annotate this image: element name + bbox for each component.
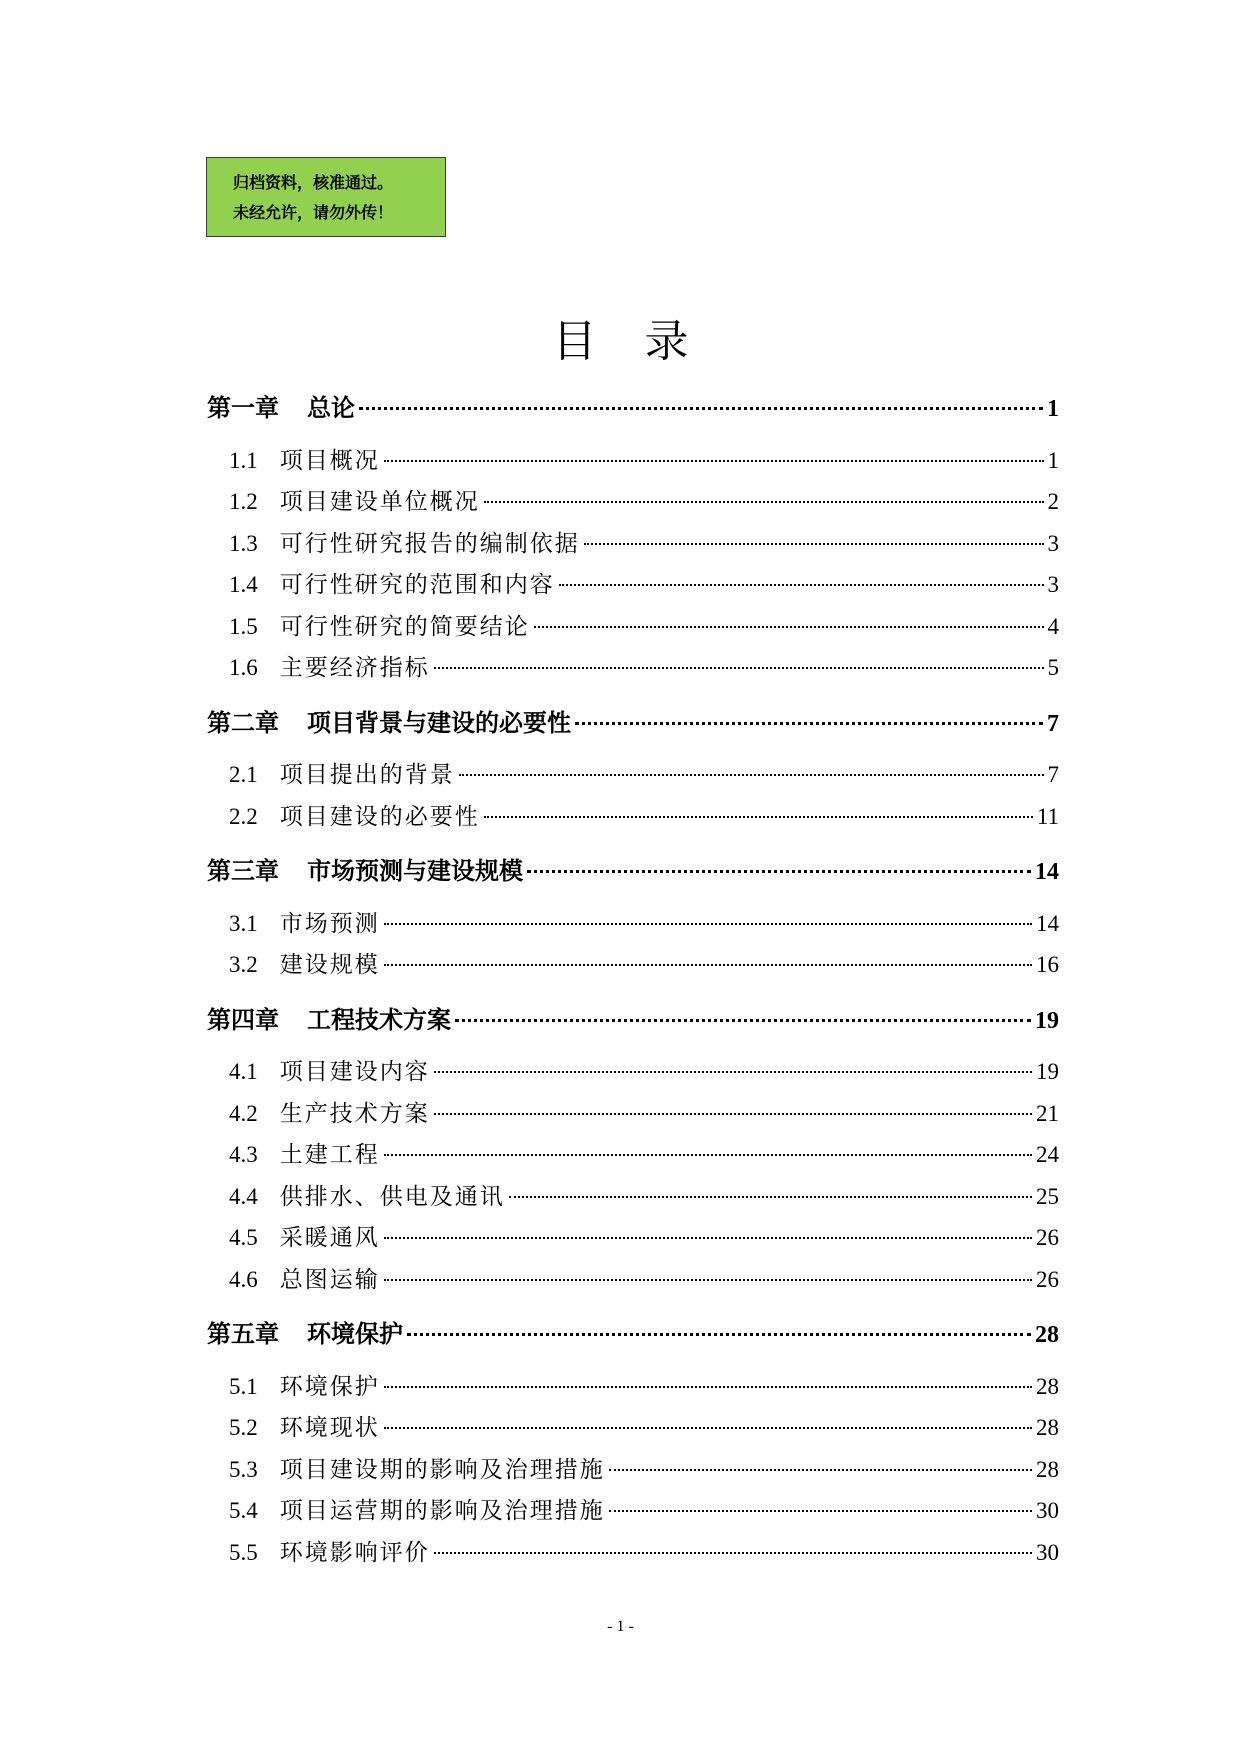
toc-entry-title: 可行性研究报告的编制依据	[279, 530, 580, 557]
toc-entry-number: 第三章	[207, 859, 279, 885]
toc-dot-leader	[434, 1552, 1032, 1554]
toc-chapter-entry[interactable]	[207, 703, 1059, 738]
toc-dot-leader	[384, 1386, 1032, 1388]
toc-entry-page: 30	[1036, 1539, 1059, 1565]
toc-dot-leader	[575, 722, 1043, 725]
toc-entry-title: 项目概况	[279, 447, 380, 474]
toc-entry-title: 供排水、供电及通讯	[279, 1183, 505, 1210]
toc-entry-title: 市场预测与建设规模	[307, 856, 523, 885]
toc-entry-page: 11	[1036, 803, 1059, 829]
toc-entry-title: 环境现状	[279, 1415, 380, 1441]
toc-entry-page: 5	[1047, 655, 1059, 680]
toc-entry-number: 5.4	[229, 1498, 258, 1523]
toc-entry-title: 项目建设内容	[279, 1059, 430, 1085]
toc-entry-number: 4.2	[229, 1100, 258, 1126]
toc-entry-title: 环境影响评价	[279, 1539, 430, 1566]
toc-section-entry[interactable]	[207, 1368, 1059, 1401]
toc-section-entry[interactable]	[207, 1409, 1059, 1442]
toc-entry-page: 14	[1036, 910, 1059, 936]
toc-entry-title: 土建工程	[279, 1142, 380, 1168]
toc-dot-leader	[527, 870, 1031, 873]
toc-entry-page: 26	[1036, 1266, 1059, 1292]
toc-dot-leader	[434, 1113, 1032, 1115]
toc-entry-title: 采暖通风	[279, 1225, 380, 1251]
stamp-line-1: 归档资料，核准通过。	[233, 173, 394, 192]
toc-section-entry[interactable]	[207, 1219, 1059, 1252]
toc-entry-number: 第一章	[207, 396, 279, 422]
toc-entry-number: 第五章	[207, 1322, 279, 1348]
toc-section-entry[interactable]	[207, 483, 1059, 516]
toc-entry-number: 1.2	[229, 489, 258, 514]
toc-section-entry[interactable]	[207, 798, 1059, 831]
toc-dot-leader	[384, 923, 1032, 925]
toc-section-entry[interactable]	[207, 1136, 1059, 1169]
toc-dot-leader	[534, 626, 1044, 628]
toc-section-entry[interactable]	[207, 442, 1059, 475]
toc-entry-number: 第四章	[207, 1007, 279, 1034]
toc-dot-leader	[455, 1019, 1031, 1022]
toc-section-entry[interactable]	[207, 1178, 1059, 1211]
toc-dot-leader	[434, 1071, 1032, 1073]
title-char-2: 录	[644, 316, 689, 367]
toc-entry-title: 市场预测	[279, 910, 380, 937]
toc-entry-number: 5.3	[229, 1456, 258, 1482]
toc-entry-title: 项目建设的必要性	[279, 803, 480, 830]
toc-entry-number: 2.2	[229, 803, 258, 829]
toc-entry-title: 建设规模	[279, 952, 380, 978]
toc-dot-leader	[484, 816, 1033, 818]
toc-entry-number: 1.6	[229, 655, 258, 680]
toc-entry-title: 环境保护	[279, 1373, 380, 1400]
toc-section-entry[interactable]	[207, 608, 1059, 641]
toc-entry-page: 7	[1047, 710, 1059, 737]
toc-entry-page: 19	[1035, 1007, 1059, 1034]
toc-entry-title: 可行性研究的简要结论	[279, 613, 530, 640]
toc-entry-page: 14	[1035, 859, 1059, 885]
toc-dot-leader	[559, 584, 1044, 586]
toc-dot-leader	[384, 1154, 1032, 1156]
toc-section-entry[interactable]	[207, 566, 1059, 599]
stamp-line-2: 未经允许，请勿外传！	[233, 203, 394, 222]
page-number: - 1 -	[607, 1618, 634, 1635]
toc-section-entry[interactable]	[207, 1492, 1059, 1525]
toc-entry-title: 生产技术方案	[279, 1100, 430, 1127]
toc-dot-leader	[384, 1427, 1032, 1429]
toc-dot-leader	[407, 1333, 1031, 1336]
toc-entry-page: 4	[1047, 613, 1059, 639]
toc-entry-title: 项目背景与建设的必要性	[307, 707, 571, 737]
toc-section-entry[interactable]	[207, 649, 1059, 682]
toc-entry-page: 3	[1047, 572, 1059, 597]
toc-entry-page: 25	[1036, 1183, 1059, 1209]
toc-entry-page: 28	[1036, 1373, 1059, 1399]
toc-entry-page: 1	[1047, 396, 1059, 422]
toc-section-entry[interactable]	[207, 756, 1059, 789]
toc-entry-page: 24	[1036, 1142, 1059, 1167]
toc-section-entry[interactable]	[207, 946, 1059, 979]
toc-entry-number: 1.4	[229, 572, 258, 597]
toc-dot-leader	[434, 667, 1044, 669]
toc-entry-page: 2	[1047, 489, 1059, 514]
toc-dot-leader	[484, 501, 1044, 503]
toc-entry-number: 1.1	[229, 447, 258, 473]
toc-entry-number: 4.6	[229, 1266, 258, 1292]
toc-section-entry[interactable]	[207, 1451, 1059, 1484]
toc-dot-leader	[509, 1196, 1032, 1198]
toc-entry-title: 主要经济指标	[279, 655, 430, 681]
toc-entry-number: 5.5	[229, 1539, 258, 1565]
toc-dot-leader	[609, 1510, 1032, 1512]
archive-stamp	[206, 157, 446, 237]
toc-entry-title: 总图运输	[279, 1266, 380, 1293]
toc-entry-number: 4.1	[229, 1059, 258, 1084]
toc-entry-page: 30	[1036, 1498, 1059, 1523]
toc-entry-page: 3	[1047, 530, 1059, 556]
toc-dot-leader	[584, 543, 1044, 545]
toc-entry-title: 环境保护	[307, 1319, 403, 1348]
toc-section-entry[interactable]	[207, 1095, 1059, 1128]
toc-dot-leader	[359, 407, 1043, 410]
toc-dot-leader	[609, 1469, 1032, 1471]
toc-entry-title: 项目运营期的影响及治理措施	[279, 1498, 605, 1524]
toc-chapter-entry[interactable]	[207, 851, 1059, 886]
toc-entry-number: 5.2	[229, 1415, 258, 1440]
toc-dot-leader	[459, 774, 1044, 776]
toc-entry-number: 第二章	[207, 710, 279, 737]
toc-entry-page: 16	[1036, 952, 1059, 977]
title-char-1: 目	[552, 316, 597, 367]
toc-entry-page: 28	[1036, 1456, 1059, 1482]
toc-entry-title: 总论	[307, 393, 355, 422]
toc-entry-number: 1.3	[229, 530, 258, 556]
toc-section-entry[interactable]	[207, 525, 1059, 558]
toc-entry-page: 21	[1036, 1100, 1059, 1126]
toc-section-entry[interactable]	[207, 1261, 1059, 1294]
page-title	[0, 312, 1241, 372]
toc-entry-title: 可行性研究的范围和内容	[279, 572, 555, 598]
toc-section-entry[interactable]	[207, 1053, 1059, 1086]
toc-entry-title: 工程技术方案	[307, 1004, 451, 1034]
toc-entry-number: 3.2	[229, 952, 258, 977]
toc-entry-number: 4.3	[229, 1142, 258, 1167]
toc-dot-leader	[384, 1279, 1032, 1281]
toc-entry-number: 1.5	[229, 613, 258, 639]
toc-entry-number: 5.1	[229, 1373, 258, 1399]
toc-entry-title: 项目建设期的影响及治理措施	[279, 1456, 605, 1483]
toc-entry-page: 28	[1035, 1322, 1059, 1348]
toc-dot-leader	[384, 460, 1044, 462]
toc-entry-number: 4.4	[229, 1183, 258, 1209]
toc-chapter-entry[interactable]	[207, 1000, 1059, 1035]
toc-dot-leader	[384, 964, 1032, 966]
toc-entry-page: 1	[1047, 447, 1059, 473]
toc-entry-page: 28	[1036, 1415, 1059, 1440]
toc-section-entry[interactable]	[207, 905, 1059, 938]
toc-entry-number: 4.5	[229, 1225, 258, 1250]
toc-entry-page: 19	[1036, 1059, 1059, 1084]
toc-chapter-entry[interactable]	[207, 1314, 1059, 1349]
toc-section-entry[interactable]	[207, 1534, 1059, 1567]
toc-entry-page: 7	[1047, 762, 1059, 787]
toc-entry-number: 2.1	[229, 762, 258, 787]
toc-entry-page: 26	[1036, 1225, 1059, 1250]
toc-chapter-entry[interactable]	[207, 388, 1059, 423]
toc-dot-leader	[384, 1237, 1032, 1239]
toc-entry-number: 3.1	[229, 910, 258, 936]
toc-entry-title: 项目提出的背景	[279, 762, 455, 788]
toc-entry-title: 项目建设单位概况	[279, 489, 480, 515]
